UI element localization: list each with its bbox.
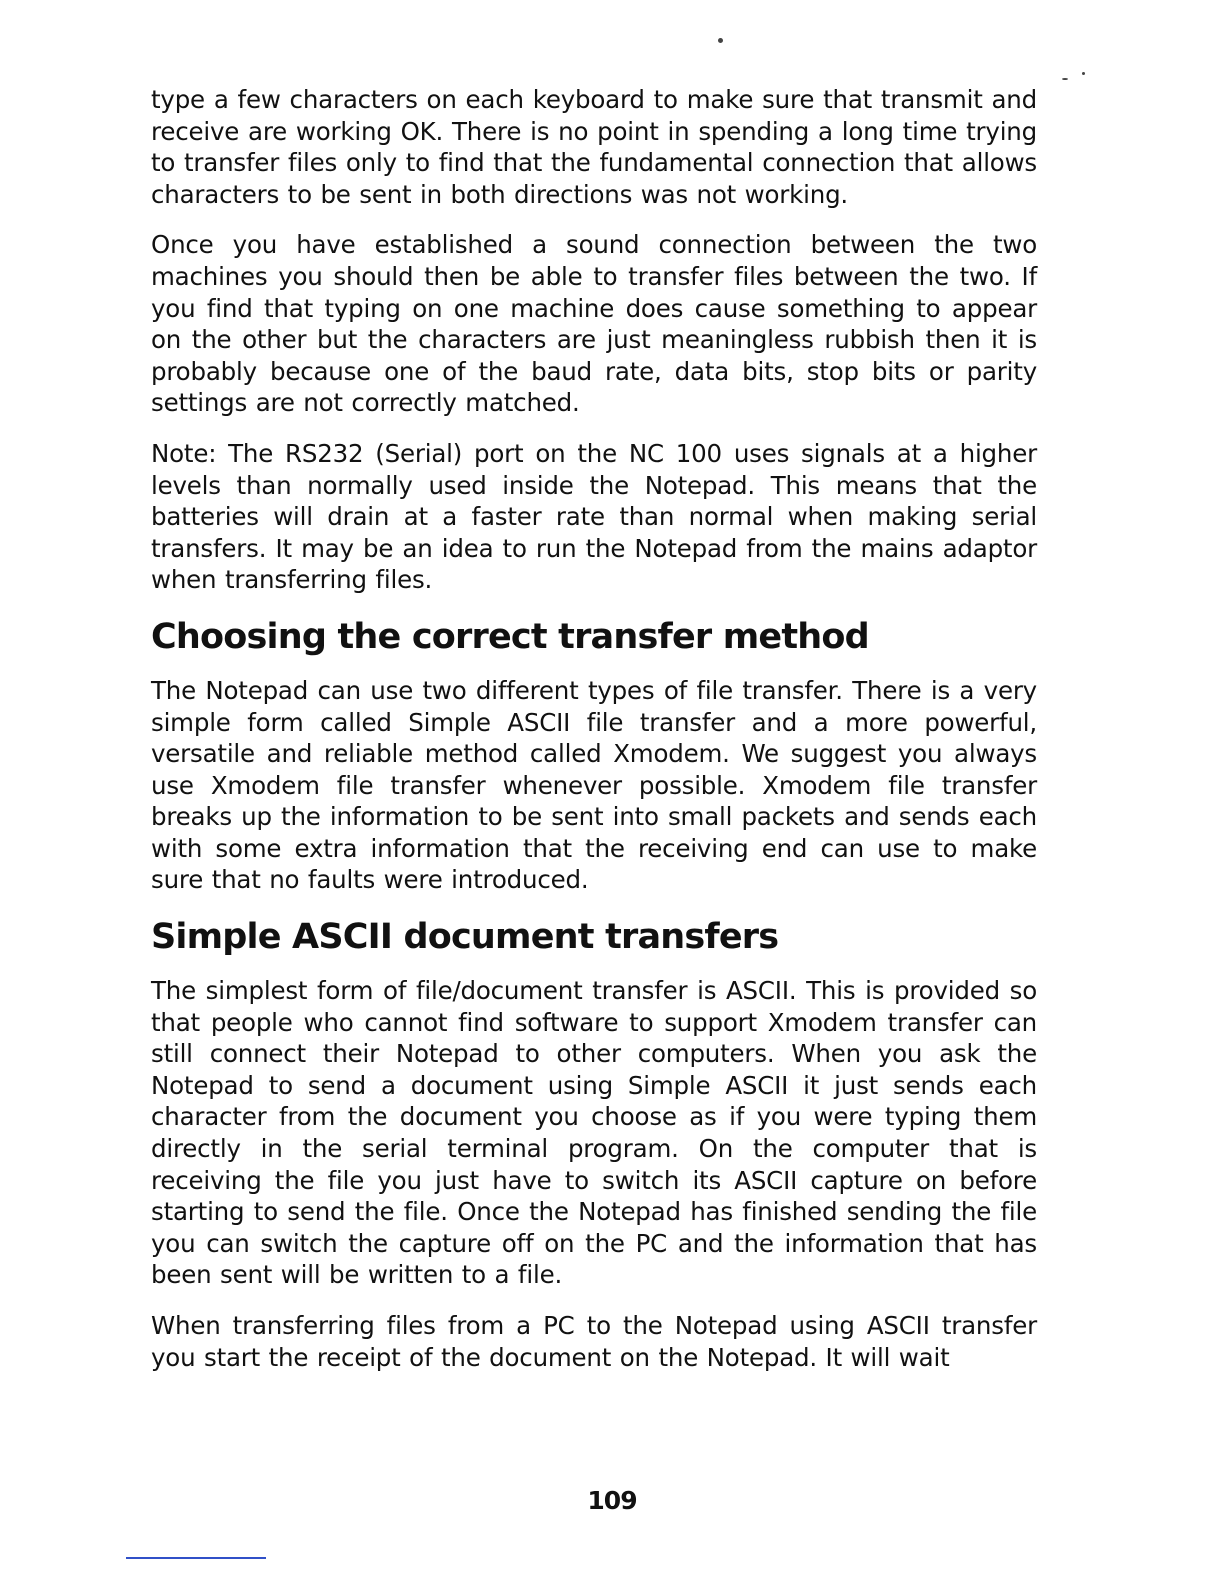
scan-speck xyxy=(718,38,723,43)
intro-paragraph-1: type a few characters on each keyboard to make sure that transmit and receive are working OK. There is no point in spending a long time trying to transfer files only to find that the fundamental connection that allows characters to be sent in both directions was not working. xyxy=(151,85,1037,209)
transfer-method-paragraph: The Notepad can use two different types of file transfer. There is a very simple form called Simple ASCII file transfer and a more powerful, versatile and reliable method called Xmodem. We suggest you always use Xmodem file transfer whenever possible. Xmodem file transfer breaks up the information to be sent into small packets and sends each with some extra information that the receiving end can use to make sure that no faults were introduced. xyxy=(151,675,1037,895)
heading-transfer-method: Choosing the correct transfer method xyxy=(151,616,869,657)
scan-speck xyxy=(1082,72,1085,75)
note-paragraph: Note: The RS232 (Serial) port on the NC 100 uses signals at a higher levels than normally used inside the Notepad. This means that the batteries will drain at a faster rate than normal when making serial transfers. It may be an idea to run the Notepad from the mains adaptor when transferring files. xyxy=(151,438,1037,595)
heading-ascii-transfers: Simple ASCII document transfers xyxy=(151,917,779,958)
intro-paragraph-2: Once you have established a sound connection between the two machines you should then be able to transfer files between the two. If you find that typing on one machine does cause something to appear on the other but the characters are just meaningless rubbish then it is probably because one of the baud rate, data bits, stop bits or parity settings are not correctly matched. xyxy=(151,230,1037,418)
ascii-paragraph-1: The simplest form of file/document transfer is ASCII. This is provided so that people who cannot find software to support Xmodem transfer can still connect their Notepad to other computers. When you ask the Notepad to send a document using Simple ASCII it just sends each character from the document you choose as if you were typing them directly in the serial terminal program. On the computer that is receiving the file you just have to switch its ASCII capture on before starting to send the file. Once the Notepad has finished sending the file you can switch the capture off on the PC and the information that has been sent will be written to a file. xyxy=(151,976,1037,1290)
scan-speck xyxy=(1062,78,1068,80)
ascii-paragraph-2: When transferring files from a PC to the Notepad using ASCII transfer you start the receipt of the document on the Notepad. It will wait xyxy=(151,1311,1037,1372)
page-number: 109 xyxy=(587,1486,637,1515)
page-content xyxy=(151,84,1037,1392)
footer-rule xyxy=(126,1557,266,1559)
